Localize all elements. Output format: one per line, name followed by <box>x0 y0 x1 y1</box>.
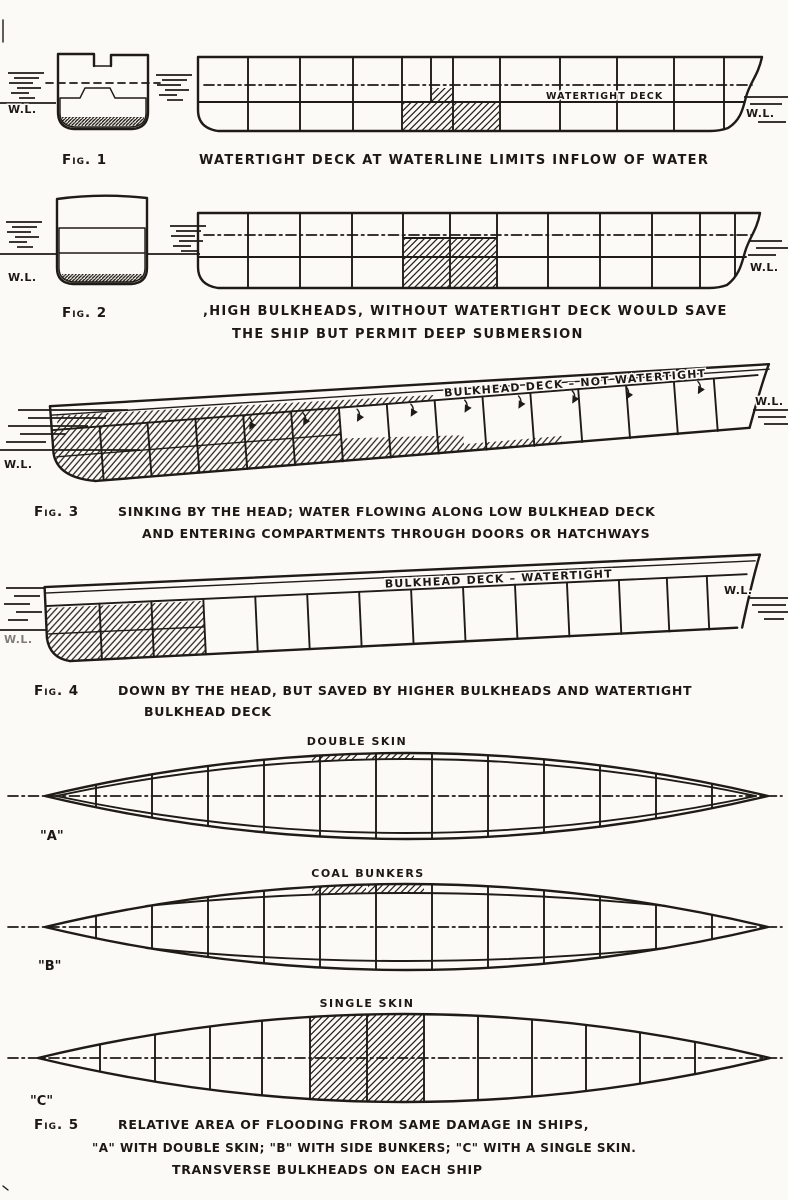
fig5-caption-line1: RELATIVE AREA OF FLOODING FROM SAME DAMAGE IN SHIPS, <box>118 1117 590 1132</box>
fig5-ship-c-annotation: SINGLE SKIN <box>319 997 415 1010</box>
fig3-caption-line1: SINKING BY THE HEAD; WATER FLOWING ALONG LOW BULKHEAD DECK <box>118 504 656 519</box>
fig2-waterline-right-label: W.L. <box>750 261 779 274</box>
fig4-label: Fig. 4 <box>34 683 80 699</box>
fig1-deck-label: WATERTIGHT DECK <box>546 91 664 102</box>
fig5-ship-c-plan <box>8 997 782 1109</box>
fig4-deck-label: BULKHEAD DECK – WATERTIGHT <box>384 567 614 591</box>
fig1-side-view-hull <box>198 57 762 131</box>
figure-4-group <box>0 555 788 719</box>
fig5-ship-b-annotation: COAL BUNKERS <box>311 867 425 880</box>
fig4-waterline-right-label: W.L. <box>724 584 753 597</box>
figure-5-group <box>8 735 782 1177</box>
fig1-waterline-left-label: W.L. <box>8 103 37 116</box>
fig3-label: Fig. 3 <box>34 504 80 520</box>
figure-1-group <box>0 54 788 168</box>
fig5-ship-b-label: "B" <box>38 959 62 974</box>
fig1-cross-section-hull <box>46 54 160 129</box>
fig4-flooded-bow-compartments <box>46 601 206 662</box>
fig1-label: Fig. 1 <box>62 152 108 168</box>
fig3-waterline-right-label: W.L. <box>755 395 784 408</box>
fig2-sea-surface <box>0 222 788 255</box>
fig5-ship-c-label: "C" <box>30 1094 54 1109</box>
fig3-deck-label: BULKHEAD DECK – NOT WATERTIGHT <box>443 366 707 400</box>
fig2-label: Fig. 2 <box>62 305 108 321</box>
fig3-tilted-ship <box>50 352 774 484</box>
figure-2-group <box>0 196 788 342</box>
fig1-double-bottom <box>62 117 144 126</box>
fig4-waterline-left-label: W.L. <box>4 633 33 646</box>
fig4-caption-line2: BULKHEAD DECK <box>144 704 272 719</box>
fig2-waterline-left-label: W.L. <box>8 271 37 284</box>
fig5-label: Fig. 5 <box>34 1117 80 1133</box>
fig2-flooded-hold <box>59 228 145 282</box>
fig5-caption-line3: TRANSVERSE BULKHEADS ON EACH SHIP <box>172 1162 483 1177</box>
fig5-caption-line2: "A" WITH DOUBLE SKIN; "B" WITH SIDE BUNKERS; "C" WITH A SINGLE SKIN. <box>92 1141 637 1155</box>
figure-3-group <box>0 352 788 541</box>
fig4-tilted-ship <box>45 555 764 662</box>
fig1-flooded-compartments <box>403 88 499 130</box>
fig4-caption-line1: DOWN BY THE HEAD, BUT SAVED BY HIGHER BULKHEADS AND WATERTIGHT <box>118 683 693 698</box>
fig1-waterline-right-label: W.L. <box>746 107 775 120</box>
fig2-side-view-hull <box>198 213 760 288</box>
fig1-caption: WATERTIGHT DECK AT WATERLINE LIMITS INFLOW OF WATER <box>199 153 710 168</box>
fig3-caption-line2: AND ENTERING COMPARTMENTS THROUGH DOORS OR HATCHWAYS <box>142 526 651 541</box>
fig5-ship-a-plan <box>8 735 782 844</box>
fig3-sea-surface-right <box>753 410 788 424</box>
fig2-caption-line1: ,HIGH BULKHEADS, WITHOUT WATERTIGHT DECK WOULD SAVE <box>203 304 728 319</box>
fig2-double-bottom <box>62 274 142 282</box>
fig5-ship-a-annotation: DOUBLE SKIN <box>306 735 408 748</box>
fig2-cross-section-hull <box>57 196 147 284</box>
fig4-sea-surface-right <box>748 598 788 619</box>
fig2-caption-line2: THE SHIP BUT PERMIT DEEP SUBMERSION <box>232 327 584 342</box>
scan-artifact <box>3 20 8 1190</box>
fig3-waterline-left-label: W.L. <box>4 458 33 471</box>
fig5-ship-b-plan <box>8 867 782 974</box>
fig4-sea-surface-left <box>0 588 46 630</box>
fig5-ship-a-label: "A" <box>40 829 64 844</box>
fig5-ship-c-flooded-compartment <box>367 1014 424 1102</box>
